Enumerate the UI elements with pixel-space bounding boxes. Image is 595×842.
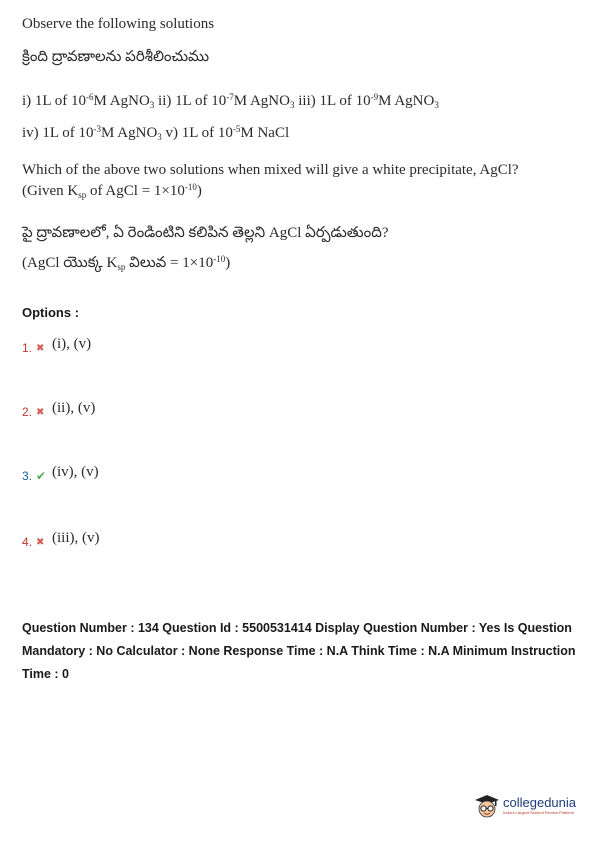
check-icon: ✔: [36, 469, 47, 483]
option-number: 2.: [22, 405, 33, 419]
question-telugu: పై ద్రావణాలలో, ఏ రెండింటిని కలిపిన తెల్లని AgCl ఏర్పడుతుంది?: [22, 225, 389, 241]
option-text: (ii), (v): [52, 399, 96, 416]
option-number: 3.: [22, 469, 33, 483]
solution-5: v) 1L of $10^{-5}M$ NaCl: [161, 124, 290, 141]
solutions-line-2: [22, 124, 289, 142]
solution-4: iv) 1L of $10^{-3}M$ AgNO$_3$: [22, 124, 162, 142]
solution-3: iii) 1L of $10^{-9}M$ AgNO$_3$: [294, 92, 439, 110]
question-meta: Question Number : 134 Question Id : 5500531414 Display Question Number : Yes Is Question Mandatory : No Calculator : None Response Time : N.A Think Time : N.A Minimum Instruction Time : 0: [22, 621, 576, 681]
option-2[interactable]: [22, 397, 95, 419]
brand-tagline: India's Largest Student Review Platform: [503, 810, 575, 815]
option-text: (i), (v): [52, 335, 92, 352]
option-number: 4.: [22, 535, 33, 549]
option-text: (iii), (v): [52, 529, 100, 546]
given-ksp-english: (Given $K_{sp}$ of AgCl = $1\times 10^{-10}$): [22, 182, 202, 200]
solution-1: i) 1L of $10^{-6}M$ AgNO$_3$: [22, 92, 155, 110]
option-4[interactable]: [22, 527, 99, 549]
question-english: Which of the above two solutions when mixed will give a white precipitate, AgCl?: [22, 162, 519, 178]
options-header: Options :: [22, 305, 80, 320]
option-1[interactable]: [22, 333, 91, 355]
cross-icon: ✖: [36, 406, 45, 418]
cross-icon: ✖: [36, 342, 45, 354]
collegedunia-logo: [474, 793, 576, 819]
intro-english: Observe the following solutions: [22, 16, 215, 32]
option-3[interactable]: [22, 461, 99, 483]
cross-icon: ✖: [36, 536, 45, 548]
brand-name: collegedunia: [503, 795, 577, 810]
intro-telugu: క్రింది ద్రావణాలను పరిశీలించుము: [22, 49, 210, 65]
solutions-line-1: [22, 92, 439, 110]
graduate-mascot-icon: [474, 793, 500, 819]
option-number: 1.: [22, 341, 33, 355]
option-text: (iv), (v): [52, 463, 99, 480]
given-ksp-telugu: (AgCl యొక్క $K_{sp}$ విలువ = $1\times 10^{-10}$): [22, 254, 231, 272]
solution-2: ii) 1L of $10^{-7}M$ AgNO$_3$: [154, 92, 295, 110]
